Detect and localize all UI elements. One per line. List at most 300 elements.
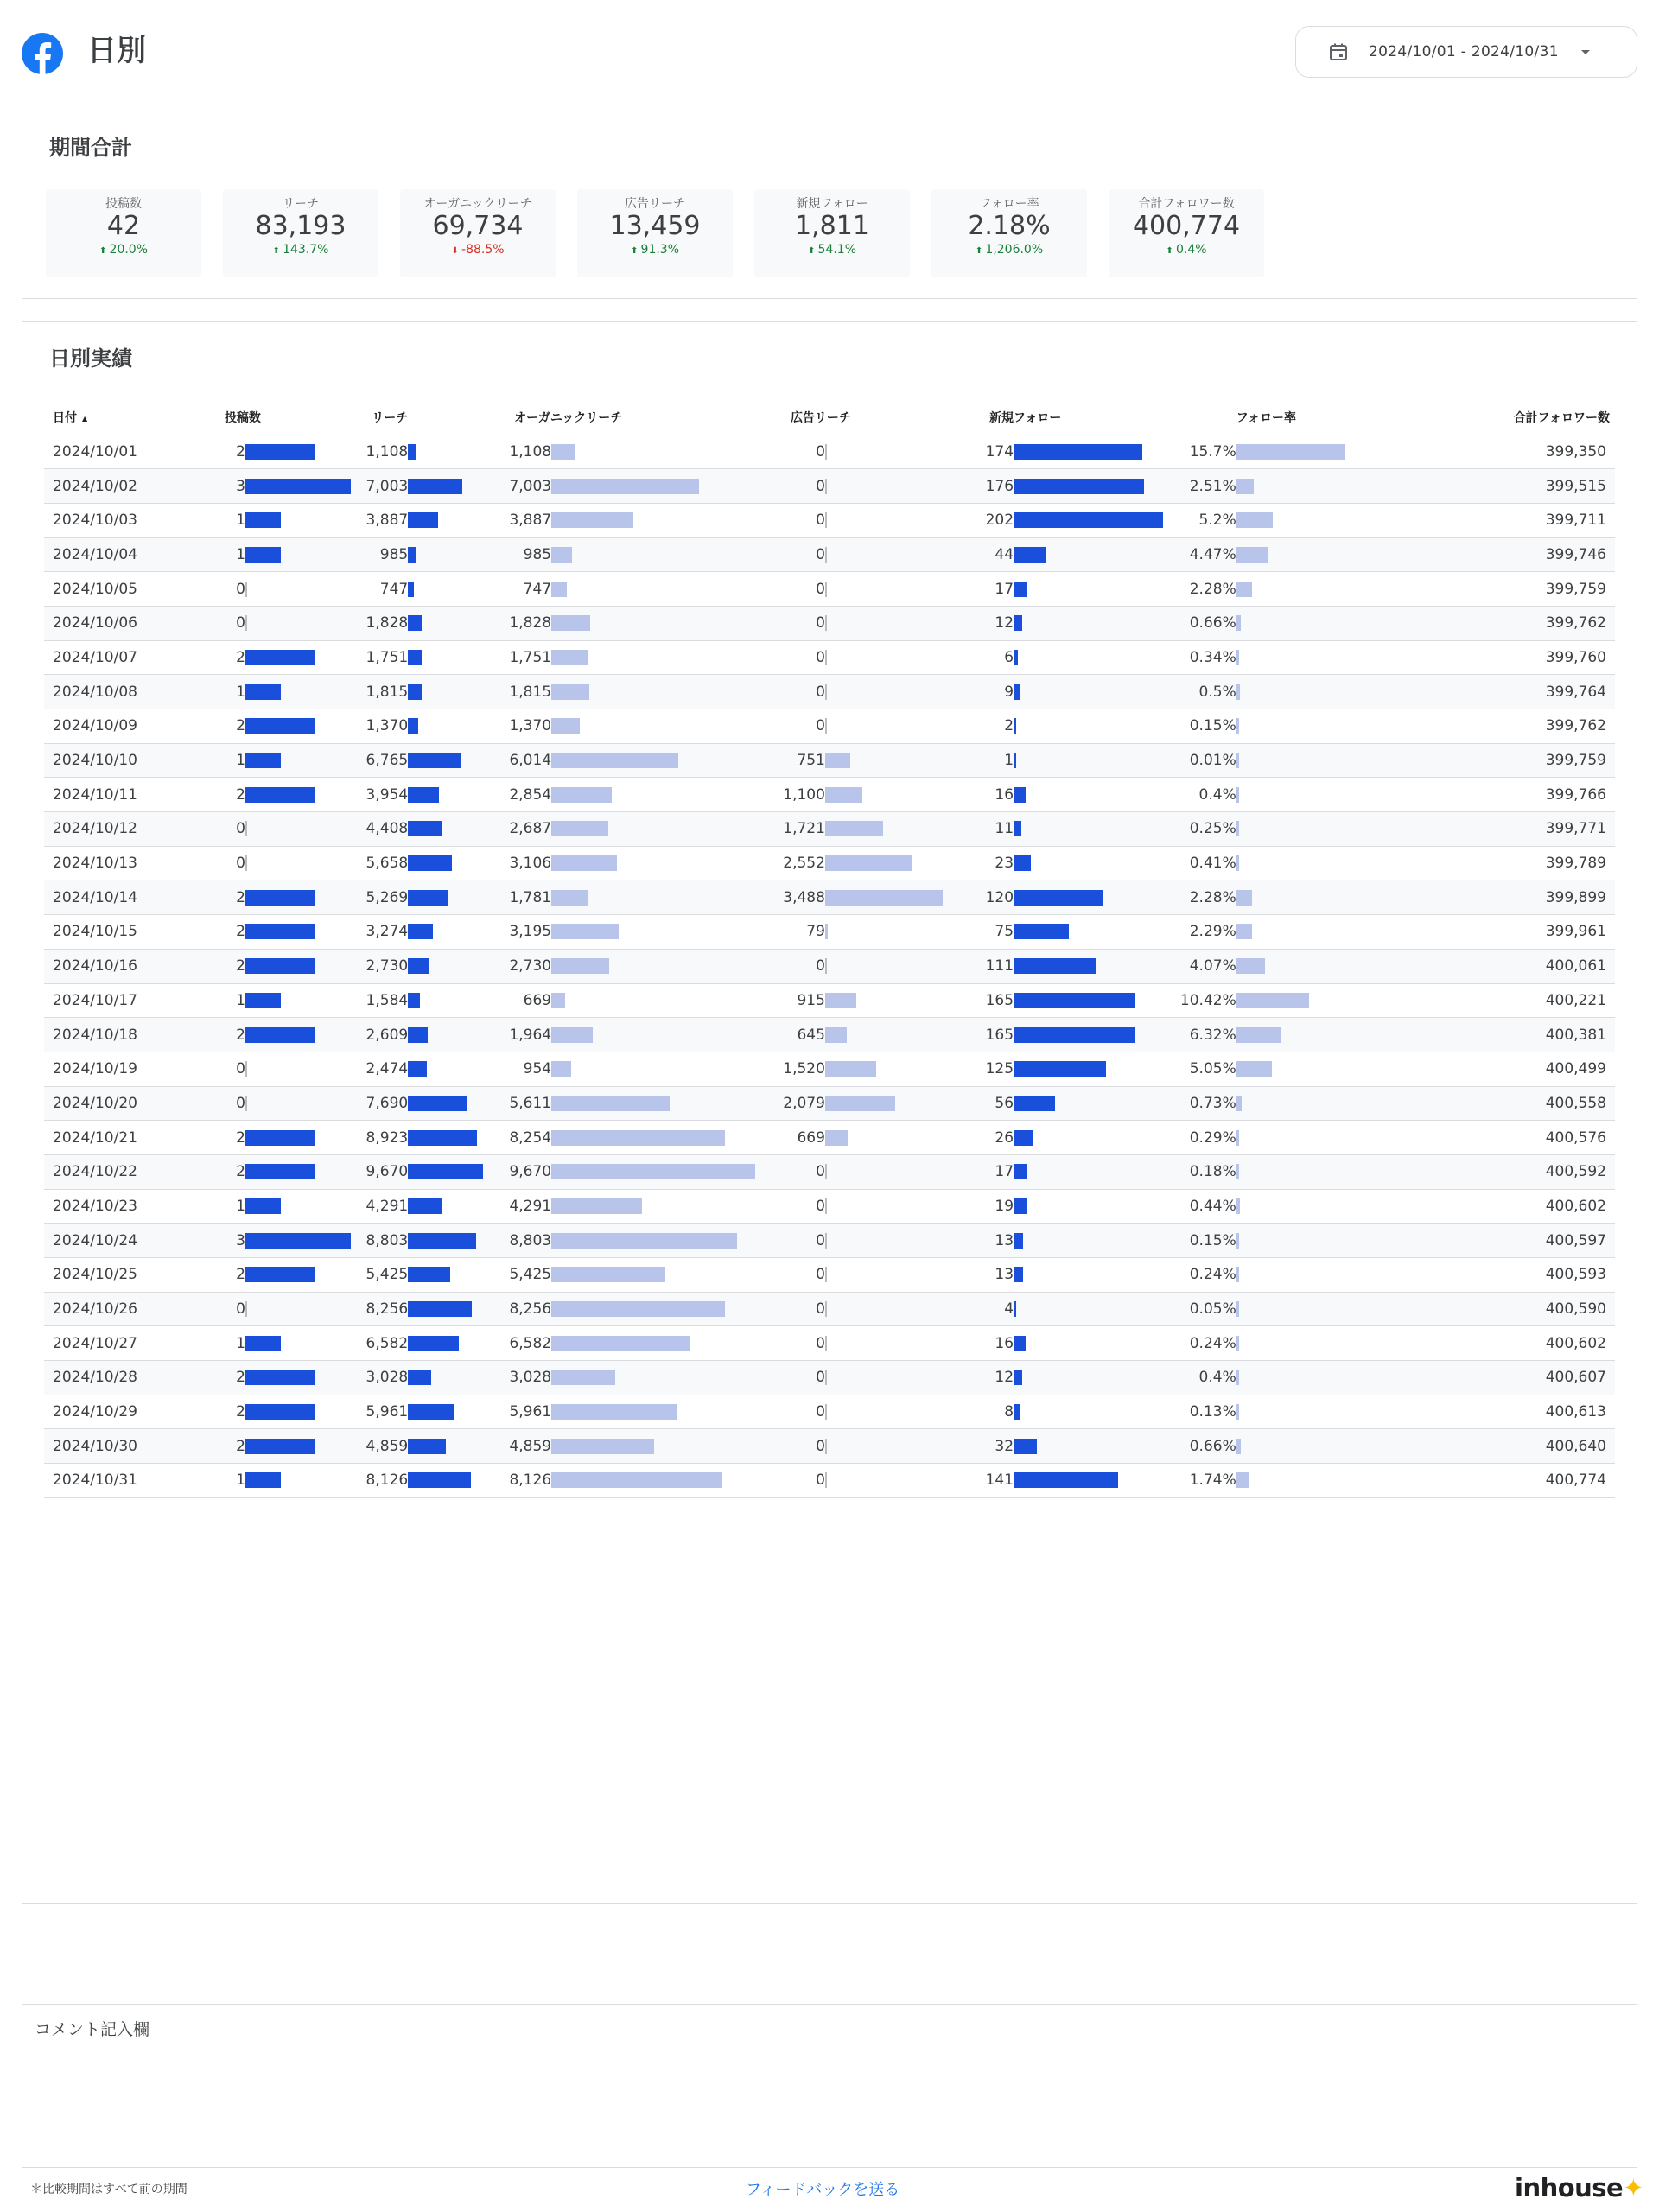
data-bar xyxy=(551,479,699,494)
data-bar xyxy=(825,684,827,700)
cell-value: 75 xyxy=(995,923,1014,941)
bar-cell xyxy=(957,709,1166,744)
data-bar xyxy=(245,1267,315,1282)
date-cell xyxy=(44,1052,213,1086)
date-cell xyxy=(44,435,213,469)
kpi-label: リーチ xyxy=(283,197,319,211)
kpi-change xyxy=(577,241,733,260)
table-row[interactable] xyxy=(44,1086,1615,1121)
table-row[interactable] xyxy=(44,640,1615,675)
column-header-label: リーチ xyxy=(372,411,409,425)
table-row[interactable] xyxy=(44,949,1615,983)
cell-value: 0.5% xyxy=(1198,683,1236,701)
data-bar xyxy=(551,958,609,974)
cell-value: 0.4% xyxy=(1198,785,1236,804)
cell-value: 3,954 xyxy=(365,785,409,804)
table-row[interactable] xyxy=(44,1224,1615,1258)
date-cell xyxy=(44,1429,213,1464)
data-bar xyxy=(1014,1198,1027,1214)
bar-cell xyxy=(772,1018,957,1052)
data-bar xyxy=(551,855,617,871)
bar-cell-content xyxy=(356,675,499,709)
column-header-label: 新規フォロー xyxy=(989,411,1062,425)
bar-cell xyxy=(957,503,1166,537)
bar-cell-content xyxy=(772,880,957,914)
bar-cell-content xyxy=(213,1326,356,1360)
bar-cell xyxy=(499,1086,772,1121)
bar-cell-content xyxy=(213,1190,356,1224)
cell-value: 2.51% xyxy=(1189,477,1236,495)
bar-cell-content xyxy=(356,1087,499,1121)
cell-value: 1 xyxy=(236,1334,245,1352)
table-row[interactable] xyxy=(44,846,1615,880)
cell-value: 3,887 xyxy=(509,512,552,530)
data-bar xyxy=(408,444,416,460)
bar-cell-content xyxy=(499,641,772,675)
cell-value: 2 xyxy=(236,1266,245,1284)
bar-cell xyxy=(213,1224,356,1258)
bar-cell xyxy=(957,1018,1166,1052)
bar-cell-content xyxy=(957,675,1166,709)
date-cell xyxy=(44,1154,213,1189)
bar-cell-content xyxy=(1166,469,1345,503)
table-row[interactable] xyxy=(44,503,1615,537)
column-header[interactable] xyxy=(957,400,1166,435)
data-bar xyxy=(551,1096,670,1111)
table-row[interactable] xyxy=(44,606,1615,640)
bar-cell xyxy=(213,1429,356,1464)
date-value: 2024/10/08 xyxy=(53,683,137,701)
column-header[interactable] xyxy=(772,400,957,435)
total-followers-value: 400,613 xyxy=(1545,1403,1606,1421)
bar-cell-content xyxy=(772,915,957,949)
cell-value: 1,781 xyxy=(509,888,552,906)
total-followers-value: 399,711 xyxy=(1545,512,1606,530)
cell-value: 141 xyxy=(985,1471,1014,1490)
arrow-up-icon: ⬆ xyxy=(630,246,641,256)
bar-cell-content xyxy=(957,1087,1166,1121)
bar-cell-content xyxy=(1166,812,1345,846)
bar-cell-content xyxy=(1166,675,1345,709)
total-followers-value: 399,961 xyxy=(1545,923,1606,941)
column-header[interactable] xyxy=(1166,400,1345,435)
kpi-value: 42 xyxy=(106,211,141,241)
table-row[interactable] xyxy=(44,1464,1615,1498)
total-followers-cell xyxy=(1345,675,1615,709)
data-bar xyxy=(245,1404,315,1420)
cell-value: 2 xyxy=(236,648,245,666)
bar-cell xyxy=(772,537,957,572)
bar-cell xyxy=(213,1292,356,1326)
cell-value: 2,730 xyxy=(509,957,552,976)
bar-cell-content xyxy=(772,1121,957,1154)
column-header[interactable] xyxy=(1345,400,1615,435)
cell-value: 3,195 xyxy=(509,923,552,941)
cell-value: 0 xyxy=(236,855,245,873)
data-bar xyxy=(245,1370,315,1385)
table-row[interactable] xyxy=(44,1395,1615,1429)
kpi-value: 2.18% xyxy=(968,211,1051,241)
cell-value: 1,721 xyxy=(783,820,825,838)
cell-value: 1,828 xyxy=(365,614,409,632)
total-followers-value: 399,764 xyxy=(1545,683,1606,701)
bar-cell xyxy=(772,1292,957,1326)
comment-box[interactable] xyxy=(22,2004,1637,2168)
date-range-picker[interactable] xyxy=(1295,26,1637,78)
cell-value: 2 xyxy=(236,1437,245,1455)
total-followers-value: 400,590 xyxy=(1545,1300,1606,1319)
bar-cell xyxy=(957,983,1166,1018)
total-followers-cell xyxy=(1345,743,1615,778)
cell-value: 2 xyxy=(236,717,245,735)
bar-cell xyxy=(499,1189,772,1224)
bar-cell xyxy=(1166,640,1345,675)
bar-cell-content xyxy=(957,1018,1166,1052)
kpi-change-value: 91.3% xyxy=(640,243,680,257)
data-bar xyxy=(551,1198,642,1214)
cell-value: 0 xyxy=(816,717,825,735)
kpi-card xyxy=(46,189,201,277)
arrow-up-icon: ⬆ xyxy=(99,246,110,256)
table-row[interactable] xyxy=(44,435,1615,469)
cell-value: 0 xyxy=(816,648,825,666)
data-bar xyxy=(1236,512,1273,528)
cell-value: 1 xyxy=(236,683,245,701)
cell-value: 5.2% xyxy=(1198,512,1236,530)
cell-value: 1 xyxy=(236,1197,245,1215)
cell-value: 2,079 xyxy=(783,1094,825,1112)
bar-cell xyxy=(213,1464,356,1498)
bar-cell-content xyxy=(499,984,772,1018)
cell-value: 0 xyxy=(816,683,825,701)
total-followers-cell xyxy=(1345,949,1615,983)
table-row[interactable] xyxy=(44,983,1615,1018)
cell-value: 1.74% xyxy=(1189,1471,1236,1490)
cell-value: 669 xyxy=(523,991,552,1009)
bar-cell-content xyxy=(772,435,957,468)
bar-cell xyxy=(772,1052,957,1086)
kpi-card xyxy=(754,189,910,277)
feedback-link[interactable]: フィードバックを送る xyxy=(746,2181,900,2199)
bar-cell-content xyxy=(1166,778,1345,811)
data-bar xyxy=(245,615,247,631)
table-row[interactable] xyxy=(44,675,1615,709)
bar-cell xyxy=(356,572,499,607)
bar-cell-content xyxy=(499,1293,772,1326)
total-followers-value: 399,899 xyxy=(1545,888,1606,906)
data-bar xyxy=(245,582,247,597)
data-bar xyxy=(551,684,589,700)
cell-value: 2.29% xyxy=(1189,923,1236,941)
data-bar xyxy=(1236,753,1239,768)
total-followers-cell xyxy=(1345,1326,1615,1361)
column-header[interactable] xyxy=(44,400,213,435)
bar-cell xyxy=(772,503,957,537)
date-value: 2024/10/10 xyxy=(53,752,137,770)
bar-cell-content xyxy=(356,709,499,743)
bar-cell xyxy=(772,1429,957,1464)
data-bar xyxy=(245,718,315,734)
date-value: 2024/10/17 xyxy=(53,991,137,1009)
bar-cell-content xyxy=(1166,641,1345,675)
date-cell xyxy=(44,606,213,640)
bar-cell xyxy=(772,606,957,640)
bar-cell xyxy=(1166,1189,1345,1224)
table-row[interactable] xyxy=(44,1121,1615,1155)
bar-cell-content xyxy=(499,538,772,572)
bar-cell-content xyxy=(356,1464,499,1497)
data-bar xyxy=(245,958,315,974)
data-bar xyxy=(1236,1439,1241,1454)
cell-value: 751 xyxy=(797,752,825,770)
data-bar xyxy=(408,1301,472,1317)
bar-cell xyxy=(499,1154,772,1189)
column-header-label: 合計フォロワー数 xyxy=(1513,411,1610,425)
cell-value: 1 xyxy=(236,1471,245,1490)
data-bar xyxy=(1014,615,1022,631)
data-bar xyxy=(1236,718,1239,734)
bar-cell xyxy=(213,743,356,778)
bar-cell-content xyxy=(1166,915,1345,949)
bar-cell xyxy=(1166,915,1345,950)
data-bar xyxy=(825,1404,827,1420)
bar-cell-content xyxy=(213,984,356,1018)
table-row[interactable] xyxy=(44,1052,1615,1086)
data-bar xyxy=(1236,1164,1239,1179)
kpi-change-value: 143.7% xyxy=(283,243,329,257)
cell-value: 11 xyxy=(995,820,1014,838)
date-value: 2024/10/30 xyxy=(53,1437,137,1455)
bar-cell xyxy=(957,469,1166,504)
table-row[interactable] xyxy=(44,1292,1615,1326)
table-row[interactable] xyxy=(44,709,1615,744)
total-followers-cell xyxy=(1345,709,1615,744)
cell-value: 669 xyxy=(797,1128,825,1147)
bar-cell-content xyxy=(356,950,499,983)
table-row[interactable] xyxy=(44,537,1615,572)
bar-cell-content xyxy=(356,1293,499,1326)
date-value: 2024/10/07 xyxy=(53,648,137,666)
bar-cell xyxy=(356,435,499,469)
cell-value: 2.28% xyxy=(1189,580,1236,598)
bar-cell-content xyxy=(499,504,772,537)
table-row[interactable] xyxy=(44,743,1615,778)
kpi-change xyxy=(223,241,378,260)
cell-value: 1,108 xyxy=(509,442,552,461)
cell-value: 4.47% xyxy=(1189,545,1236,563)
bar-cell xyxy=(499,743,772,778)
bar-cell xyxy=(1166,983,1345,1018)
bar-cell-content xyxy=(499,1155,772,1189)
bar-cell-content xyxy=(356,641,499,675)
cell-value: 3,488 xyxy=(783,888,825,906)
bar-cell xyxy=(499,1292,772,1326)
bar-cell xyxy=(499,675,772,709)
cell-value: 3,028 xyxy=(509,1369,552,1387)
bar-cell xyxy=(499,1326,772,1361)
bar-cell xyxy=(499,640,772,675)
cell-value: 9,670 xyxy=(365,1163,409,1181)
table-row[interactable] xyxy=(44,1018,1615,1052)
data-bar xyxy=(825,1130,848,1146)
cell-value: 2,687 xyxy=(509,820,552,838)
date-cell xyxy=(44,983,213,1018)
column-header[interactable] xyxy=(356,400,499,435)
date-value: 2024/10/26 xyxy=(53,1300,137,1319)
bar-cell xyxy=(356,675,499,709)
bar-cell xyxy=(356,778,499,812)
bar-cell xyxy=(1166,1464,1345,1498)
bar-cell xyxy=(356,1121,499,1155)
cell-value: 111 xyxy=(985,957,1014,976)
kpi-card xyxy=(223,189,378,277)
daily-panel xyxy=(22,321,1637,1904)
cell-value: 0 xyxy=(816,442,825,461)
data-bar xyxy=(1014,1164,1027,1179)
column-header[interactable] xyxy=(499,400,772,435)
data-bar xyxy=(825,787,862,803)
bar-cell-content xyxy=(772,812,957,846)
bar-cell-content xyxy=(213,709,356,743)
cell-value: 4,859 xyxy=(509,1437,552,1455)
bar-cell-content xyxy=(772,950,957,983)
table-row[interactable] xyxy=(44,778,1615,812)
total-followers-cell xyxy=(1345,1258,1615,1293)
total-followers-cell xyxy=(1345,1154,1615,1189)
bar-cell xyxy=(1166,572,1345,607)
data-bar xyxy=(825,1061,876,1077)
cell-value: 1 xyxy=(236,991,245,1009)
bar-cell xyxy=(499,435,772,469)
bar-cell-content xyxy=(1166,1018,1345,1052)
table-row[interactable] xyxy=(44,1326,1615,1361)
bar-cell xyxy=(957,1429,1166,1464)
bar-cell-content xyxy=(213,1018,356,1052)
data-bar xyxy=(1236,924,1252,939)
data-bar xyxy=(1014,924,1069,939)
data-bar xyxy=(551,582,567,597)
bar-cell-content xyxy=(957,709,1166,743)
bar-cell-content xyxy=(1166,744,1345,778)
bar-cell xyxy=(957,606,1166,640)
bar-cell-content xyxy=(772,847,957,880)
data-bar xyxy=(408,855,452,871)
data-bar xyxy=(1236,1061,1272,1077)
cell-value: 3,106 xyxy=(509,855,552,873)
date-value: 2024/10/20 xyxy=(53,1094,137,1112)
kpi-value: 1,811 xyxy=(795,211,869,241)
total-followers-cell xyxy=(1345,1292,1615,1326)
bar-cell xyxy=(1166,1224,1345,1258)
kpi-change-value: 0.4% xyxy=(1175,243,1207,257)
total-followers-cell xyxy=(1345,1395,1615,1429)
total-followers-cell xyxy=(1345,1052,1615,1086)
date-cell xyxy=(44,1224,213,1258)
date-value: 2024/10/13 xyxy=(53,855,137,873)
brand-logo xyxy=(1515,2173,1643,2202)
bar-cell xyxy=(213,949,356,983)
table-row[interactable] xyxy=(44,1154,1615,1189)
bar-cell xyxy=(356,915,499,950)
data-bar xyxy=(1236,1233,1239,1249)
bar-cell-content xyxy=(1166,950,1345,983)
data-bar xyxy=(825,1164,827,1179)
cell-value: 120 xyxy=(985,888,1014,906)
bar-cell-content xyxy=(957,1326,1166,1360)
kpi-value: 83,193 xyxy=(255,211,346,241)
cell-value: 6,014 xyxy=(509,752,552,770)
bar-cell-content xyxy=(1166,1429,1345,1463)
table-row[interactable] xyxy=(44,1258,1615,1293)
bar-cell xyxy=(499,880,772,915)
data-bar xyxy=(825,1198,827,1214)
kpi-change xyxy=(46,241,201,260)
table-row[interactable] xyxy=(44,469,1615,504)
date-value: 2024/10/03 xyxy=(53,512,137,530)
bar-cell-content xyxy=(356,984,499,1018)
data-bar xyxy=(1236,547,1268,563)
bar-cell-content xyxy=(499,607,772,640)
bar-cell xyxy=(356,983,499,1018)
bar-cell-content xyxy=(1166,1258,1345,1292)
data-bar xyxy=(1014,1439,1037,1454)
column-header-label: フォロー率 xyxy=(1236,411,1297,425)
bar-cell-content xyxy=(1166,435,1345,468)
date-cell xyxy=(44,915,213,950)
data-bar xyxy=(1236,582,1252,597)
bar-cell xyxy=(1166,778,1345,812)
table-row[interactable] xyxy=(44,1361,1615,1395)
table-row[interactable] xyxy=(44,572,1615,607)
date-cell xyxy=(44,1326,213,1361)
kpi-change-value: 54.1% xyxy=(817,243,857,257)
calendar-icon xyxy=(1329,42,1348,61)
column-header[interactable] xyxy=(213,400,356,435)
bar-cell-content xyxy=(499,1258,772,1292)
table-row[interactable] xyxy=(44,1429,1615,1464)
cell-value: 1,751 xyxy=(365,648,409,666)
bar-cell xyxy=(772,1086,957,1121)
bar-cell-content xyxy=(772,1155,957,1189)
bar-cell xyxy=(499,469,772,504)
table-row[interactable] xyxy=(44,915,1615,950)
total-followers-cell xyxy=(1345,1464,1615,1498)
bar-cell xyxy=(1166,435,1345,469)
data-bar xyxy=(1236,1301,1239,1317)
cell-value: 16 xyxy=(995,1334,1014,1352)
cell-value: 6,582 xyxy=(365,1334,409,1352)
data-bar xyxy=(825,1370,827,1385)
bar-cell xyxy=(772,1121,957,1155)
bar-cell-content xyxy=(1166,1326,1345,1360)
table-row[interactable] xyxy=(44,812,1615,847)
data-bar xyxy=(1236,615,1241,631)
data-bar xyxy=(551,1336,690,1351)
bar-cell xyxy=(772,812,957,847)
table-row[interactable] xyxy=(44,1189,1615,1224)
bar-cell xyxy=(356,1292,499,1326)
bar-cell-content xyxy=(772,469,957,503)
cell-value: 3 xyxy=(236,477,245,495)
data-bar xyxy=(551,1301,725,1317)
data-bar xyxy=(1014,993,1135,1008)
sort-asc-icon[interactable]: ▲ xyxy=(82,414,88,423)
cell-value: 8,256 xyxy=(365,1300,409,1319)
bar-cell-content xyxy=(1166,1155,1345,1189)
bar-cell-content xyxy=(499,1429,772,1463)
table-row[interactable] xyxy=(44,880,1615,915)
cell-value: 1,815 xyxy=(365,683,409,701)
